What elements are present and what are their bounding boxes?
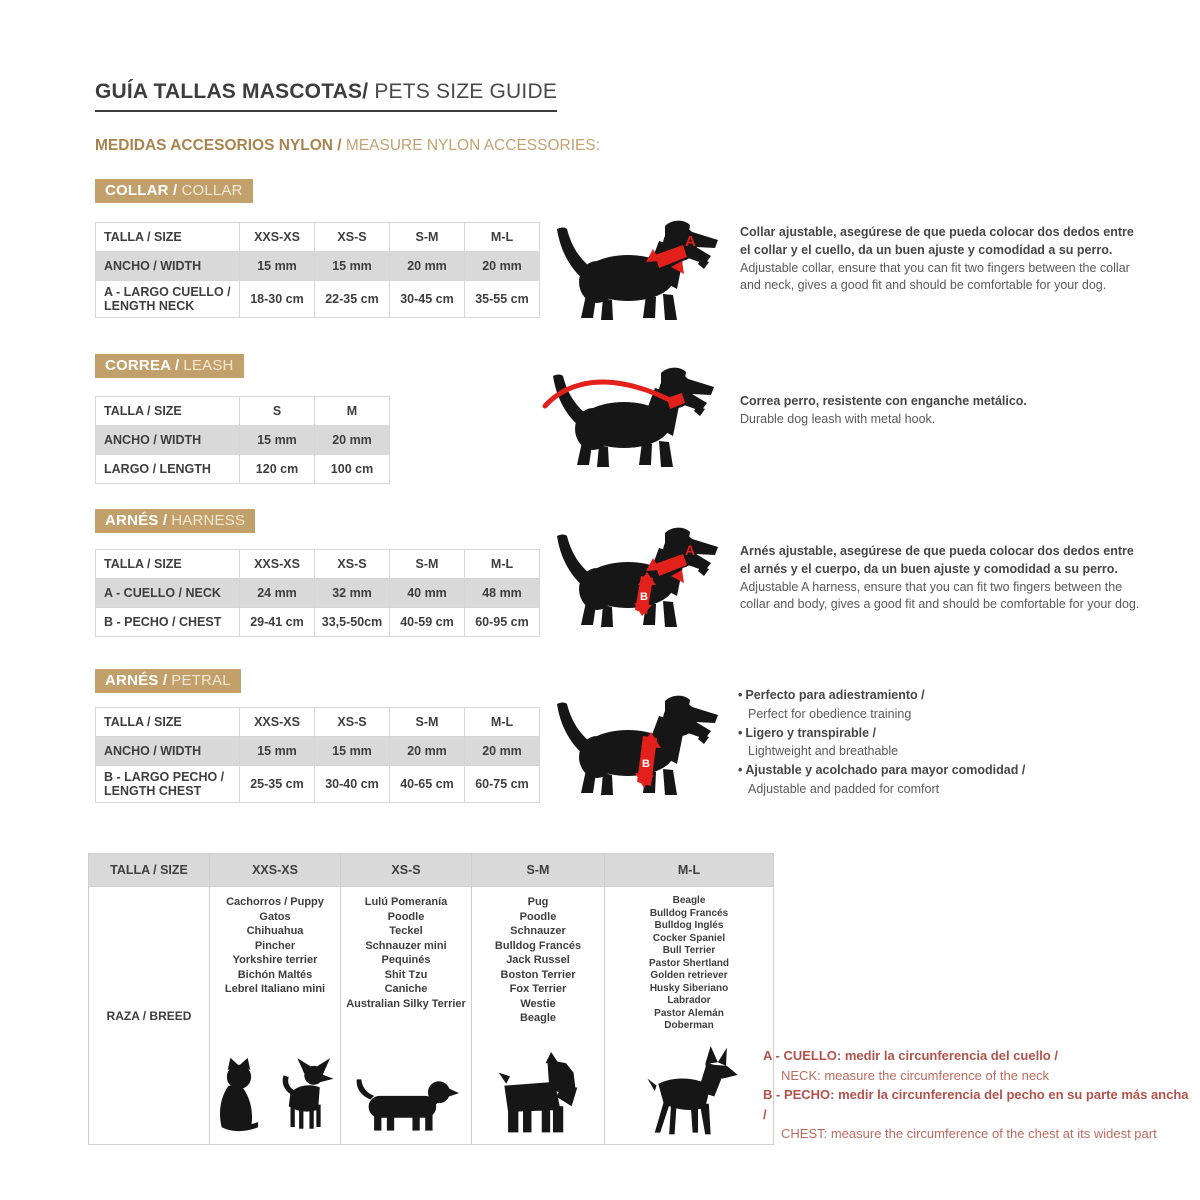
table-row xyxy=(96,708,540,737)
size-cell: XXS-XS xyxy=(240,223,315,252)
size-cell: 15 mm xyxy=(315,737,390,766)
leash-section-badge xyxy=(95,354,244,378)
list-item xyxy=(738,686,1148,705)
feature-en: Lightweight and breathable xyxy=(748,744,899,759)
breed-list xyxy=(213,895,337,997)
breed-item: Boston Terrier xyxy=(500,968,576,981)
dog-harness-diagram-icon xyxy=(543,522,723,632)
breed-item: Poodle xyxy=(387,910,425,923)
size-cell: 40-59 cm xyxy=(390,608,465,637)
feature-es: Perfecto para adiestramiento / xyxy=(745,688,925,702)
animal-silhouettes xyxy=(475,1052,601,1138)
badge-en: COLLAR xyxy=(181,182,243,199)
size-cell: 35-55 cm xyxy=(465,281,540,318)
size-cell: 40-65 cm xyxy=(390,766,465,803)
size-cell: 120 cm xyxy=(240,455,315,484)
table-row xyxy=(96,426,390,455)
marker-b-label: B xyxy=(642,758,650,770)
badge-en: PETRAL xyxy=(171,672,231,689)
size-cell: 20 mm xyxy=(390,252,465,281)
petral-size-table xyxy=(95,707,540,803)
breed-item: Labrador xyxy=(667,995,711,1006)
header-cell: TALLA / SIZE xyxy=(89,854,210,887)
size-cell: XS-S xyxy=(315,708,390,737)
breed-item: Beagle xyxy=(519,1012,557,1024)
breed-list xyxy=(475,895,601,1026)
breed-item: Bulldog Francés xyxy=(494,939,582,952)
table-row xyxy=(96,252,540,281)
row-label: ANCHO / WIDTH xyxy=(96,426,240,455)
breed-item: Cocker Spaniel xyxy=(652,932,726,944)
petral-section-badge xyxy=(95,669,241,693)
breed-item: Lebrel Italiano mini xyxy=(224,983,326,995)
breed-list xyxy=(344,895,468,1011)
size-cell: S-M xyxy=(390,708,465,737)
size-cell: 15 mm xyxy=(240,252,315,281)
size-cell: M xyxy=(315,397,390,426)
size-cell: M-L xyxy=(465,550,540,579)
size-cell: 100 cm xyxy=(315,455,390,484)
size-cell: XXS-XS xyxy=(240,708,315,737)
feature-en: Perfect for obedience training xyxy=(748,706,912,721)
table-row xyxy=(96,455,390,484)
harness-size-table xyxy=(95,549,540,637)
row-label: TALLA / SIZE xyxy=(96,550,240,579)
harness-section-badge xyxy=(95,509,255,533)
row-label: RAZA / BREED xyxy=(89,887,210,1145)
breed-item: Schnauzer mini xyxy=(365,939,447,952)
table-row xyxy=(96,550,540,579)
breed-item: Gatos xyxy=(259,910,291,923)
breed-item: Lulú Pomeranía xyxy=(364,896,448,908)
header-cell: XXS-XS xyxy=(210,854,341,887)
subtitle-en: MEASURE NYLON ACCESSORIES: xyxy=(345,137,600,154)
page-title-en: PETS SIZE GUIDE xyxy=(368,80,558,103)
size-cell: 25-35 cm xyxy=(240,766,315,803)
leash-description xyxy=(740,393,1140,429)
breed-item: Bulldog Francés xyxy=(649,907,729,919)
row-label: ANCHO / WIDTH xyxy=(96,252,240,281)
marker-a-label: A xyxy=(685,542,696,558)
badge-es: ARNÉS / xyxy=(105,512,168,529)
feature-es: Ligero y transpirable / xyxy=(745,725,876,740)
feature-en: Adjustable and padded for comfort xyxy=(748,781,940,796)
dog-leash-diagram-icon xyxy=(534,360,719,472)
collar-desc-en: Adjustable collar, ensure that you can fit two fingers between the collar and neck, gives a good fit and should be comfortable for your dog. xyxy=(740,260,1130,293)
table-row xyxy=(96,579,540,608)
size-cell: 15 mm xyxy=(315,252,390,281)
dog-petral-diagram-icon xyxy=(543,690,723,800)
breed-column-xs-s xyxy=(341,887,472,1145)
chihuahua-icon xyxy=(275,1054,337,1138)
breed-item: Australian Silky Terrier xyxy=(346,997,466,1010)
badge-es: ARNÉS / xyxy=(105,672,168,689)
note-a-es: A - CUELLO: medir la circunferencia del cuello / xyxy=(763,1048,1058,1063)
row-label: B - PECHO / CHEST xyxy=(96,608,240,637)
dachshund-icon xyxy=(354,1072,459,1138)
breed-item: Fox Terrier xyxy=(509,983,567,995)
schnauzer-icon xyxy=(495,1052,581,1138)
breed-item: Bulldog Inglés xyxy=(654,920,724,931)
size-cell: 20 mm xyxy=(315,426,390,455)
table-row xyxy=(96,223,540,252)
breed-item: Pastor Shertland xyxy=(648,957,730,969)
list-item xyxy=(738,724,1148,743)
leash-size-table xyxy=(95,396,390,484)
size-cell: XXS-XS xyxy=(240,550,315,579)
size-cell: 22-35 cm xyxy=(315,281,390,318)
breed-item: Doberman xyxy=(664,1020,714,1031)
size-cell: 30-40 cm xyxy=(315,766,390,803)
breed-item: Schnauzer xyxy=(510,925,566,937)
breed-item: Poodle xyxy=(519,910,557,923)
animal-silhouettes xyxy=(608,1046,770,1138)
breed-column-xxs-xs xyxy=(210,887,341,1145)
breed-table-body-row xyxy=(89,887,774,1145)
row-label: B - LARGO PECHO / LENGTH CHEST xyxy=(96,766,240,803)
size-cell: 40 mm xyxy=(390,579,465,608)
breed-item: Caniche xyxy=(384,983,428,995)
badge-en: HARNESS xyxy=(171,512,246,529)
size-cell: 29-41 cm xyxy=(240,608,315,637)
note-b-en: CHEST: measure the circumference of the chest at its widest part xyxy=(781,1126,1157,1141)
breed-item: Beagle xyxy=(672,895,706,906)
bullet-icon: • xyxy=(738,725,743,740)
badge-es: COLLAR / xyxy=(105,182,178,199)
breed-item: Cachorros / Puppy xyxy=(226,896,324,908)
breed-item: Pastor Alemán xyxy=(654,1007,724,1019)
badge-es: CORREA / xyxy=(105,357,180,374)
breed-item: Pug xyxy=(527,896,549,908)
header-cell: M-L xyxy=(605,854,774,887)
row-label: TALLA / SIZE xyxy=(96,708,240,737)
harness-desc-en: Adjustable A harness, ensure that you can fit two fingers between the collar and body, gives a good fit and should be comfortable for your dog. xyxy=(740,579,1140,612)
table-row xyxy=(96,397,390,426)
size-cell: S xyxy=(240,397,315,426)
table-row xyxy=(96,281,540,318)
harness-description xyxy=(740,543,1140,614)
breed-item: Pequinés xyxy=(381,954,431,966)
petral-feature-list xyxy=(738,686,1148,799)
breed-item: Shit Tzu xyxy=(384,968,428,981)
size-cell: XS-S xyxy=(315,550,390,579)
badge-en: LEASH xyxy=(183,357,234,374)
breed-list xyxy=(608,895,770,1033)
breed-item: Jack Russel xyxy=(506,954,570,966)
size-cell: S-M xyxy=(390,223,465,252)
size-cell: 24 mm xyxy=(240,579,315,608)
list-item xyxy=(738,761,1148,780)
size-cell: 32 mm xyxy=(315,579,390,608)
size-cell: 30-45 cm xyxy=(390,281,465,318)
breed-item: Husky Siberiano xyxy=(649,982,729,994)
page-title xyxy=(95,80,557,112)
size-cell: 33,5-50cm xyxy=(315,608,390,637)
size-cell: 60-75 cm xyxy=(465,766,540,803)
header-cell: XS-S xyxy=(341,854,472,887)
size-cell: 20 mm xyxy=(465,252,540,281)
size-cell: 20 mm xyxy=(390,737,465,766)
size-cell: 48 mm xyxy=(465,579,540,608)
breed-item: Golden retriever xyxy=(650,970,728,981)
breed-column-m-l xyxy=(605,887,774,1145)
marker-a-label: A xyxy=(685,233,696,250)
doberman-icon xyxy=(637,1046,741,1138)
note-a-en: NECK: measure the circumference of the neck xyxy=(781,1067,1050,1083)
size-cell: 15 mm xyxy=(240,426,315,455)
breed-item: Bull Terrier xyxy=(662,945,716,956)
bullet-icon: • xyxy=(738,763,743,777)
collar-description xyxy=(740,224,1140,295)
table-row xyxy=(96,608,540,637)
breed-item: Westie xyxy=(520,997,556,1010)
row-label: TALLA / SIZE xyxy=(96,397,240,426)
size-cell: S-M xyxy=(390,550,465,579)
row-label: A - LARGO CUELLO / LENGTH NECK xyxy=(96,281,240,318)
row-label: LARGO / LENGTH xyxy=(96,455,240,484)
size-cell: 15 mm xyxy=(240,737,315,766)
breed-column-s-m xyxy=(472,887,605,1145)
size-cell: XS-S xyxy=(315,223,390,252)
marker-b-label: B xyxy=(640,591,648,603)
bullet-icon: • xyxy=(738,688,743,702)
size-cell: 60-95 cm xyxy=(465,608,540,637)
collar-section-badge xyxy=(95,179,253,203)
cat-icon xyxy=(213,1054,265,1138)
breed-item: Bichón Maltés xyxy=(237,968,313,981)
table-row xyxy=(96,737,540,766)
size-cell: 18-30 cm xyxy=(240,281,315,318)
row-label: A - CUELLO / NECK xyxy=(96,579,240,608)
dog-collar-diagram-icon xyxy=(543,215,723,325)
section-subtitle xyxy=(95,137,600,155)
collar-size-table xyxy=(95,222,540,318)
breed-item: Chihuahua xyxy=(246,925,304,937)
breed-item: Pincher xyxy=(254,939,296,952)
page-title-es: GUÍA TALLAS MASCOTAS/ xyxy=(95,80,369,103)
harness-desc-es: Arnés ajustable, asegúrese de que pueda colocar dos dedos entre el arnés y el cuerpo, da un buen ajuste y comodidad a su perro. xyxy=(740,544,1134,576)
breed-item: Teckel xyxy=(389,925,423,937)
animal-silhouettes xyxy=(213,1054,337,1138)
row-label: ANCHO / WIDTH xyxy=(96,737,240,766)
collar-desc-es: Collar ajustable, asegúrese de que pueda colocar dos dedos entre el collar y el cuello, da un buen ajuste y comodidad a su perro. xyxy=(740,225,1134,257)
animal-silhouettes xyxy=(344,1072,468,1138)
header-cell: S-M xyxy=(472,854,605,887)
feature-es: Ajustable y acolchado para mayor comodidad / xyxy=(745,763,1026,777)
size-cell: M-L xyxy=(465,223,540,252)
subtitle-es: MEDIDAS ACCESORIOS NYLON / xyxy=(95,137,346,154)
measurement-notes xyxy=(763,1046,1195,1144)
size-cell: M-L xyxy=(465,708,540,737)
note-b-es: B - PECHO: medir la circunferencia del pecho en su parte más ancha / xyxy=(763,1087,1189,1122)
breed-table-header-row xyxy=(89,854,774,887)
breed-size-table xyxy=(88,853,774,1145)
size-cell: 20 mm xyxy=(465,737,540,766)
table-row xyxy=(96,766,540,803)
leash-desc-en: Durable dog leash with metal hook. xyxy=(740,411,936,426)
leash-desc-es: Correa perro, resistente con enganche metálico. xyxy=(740,394,1027,408)
breed-item: Yorkshire terrier xyxy=(232,954,318,966)
row-label: TALLA / SIZE xyxy=(96,223,240,252)
